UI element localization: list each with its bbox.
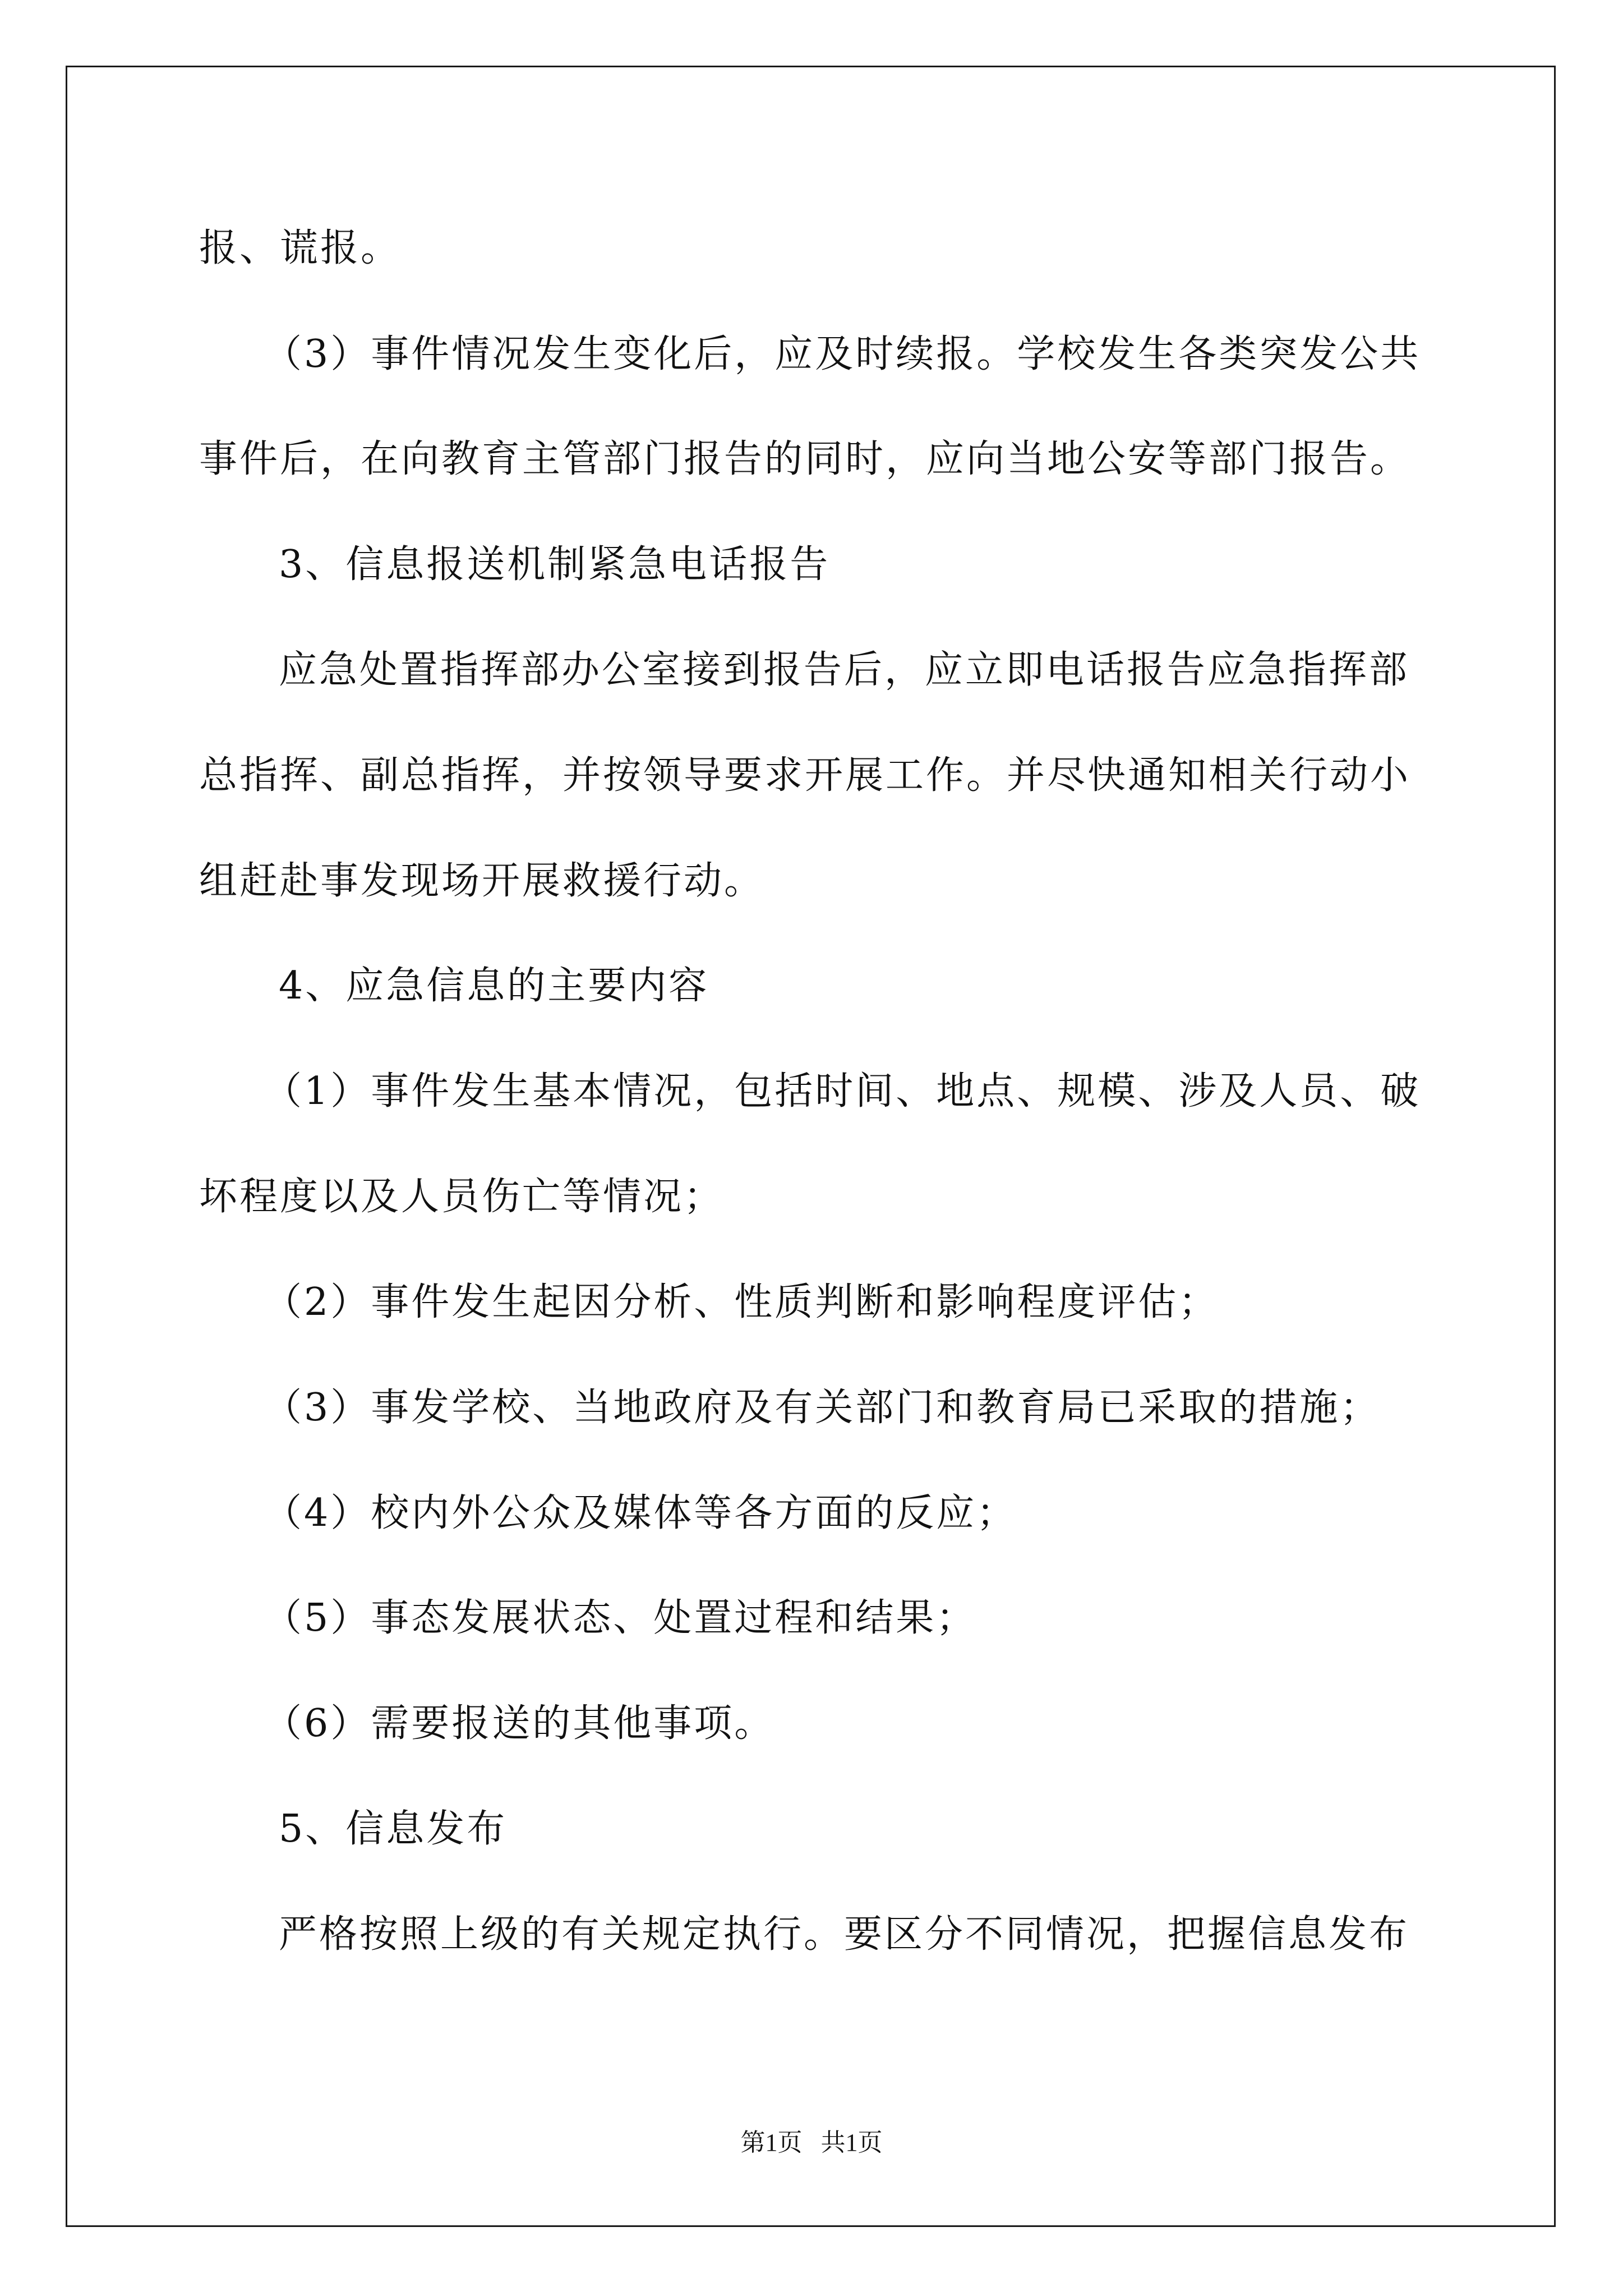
text-line-4: 3、信息报送机制紧急电话报告 xyxy=(279,542,831,587)
text-line-13: （4）校内外公众及媒体等各方面的反应； xyxy=(264,1491,1017,1535)
text-line-11: （2）事件发生起因分析、性质判断和影响程度评估； xyxy=(264,1280,1219,1324)
text-line-3: 事件后，在向教育主管部门报告的同时，应向当地公安等部门报告。 xyxy=(199,437,1411,481)
text-line-12: （3）事发学校、当地政府及有关部门和教育局已采取的措施； xyxy=(264,1386,1381,1430)
text-line-2: （3）事件情况发生变化后，应及时续报。学校发生各类突发公共 xyxy=(264,332,1421,376)
text-line-5: 应急处置指挥部办公室接到报告后，应立即电话报告应急指挥部 xyxy=(279,648,1410,692)
text-line-10: 坏程度以及人员伤亡等情况； xyxy=(199,1175,725,1219)
text-line-14: （5）事态发展状态、处置过程和结果； xyxy=(264,1596,977,1640)
text-line-8: 4、应急信息的主要内容 xyxy=(279,964,709,1008)
text-line-16: 5、信息发布 xyxy=(279,1807,508,1851)
text-line-9: （1）事件发生基本情况，包括时间、地点、规模、涉及人员、破 xyxy=(264,1069,1421,1114)
text-line-7: 组赶赴事发现场开展救援行动。 xyxy=(199,859,765,903)
text-line-17: 严格按照上级的有关规定执行。要区分不同情况，把握信息发布 xyxy=(279,1912,1410,1957)
page-border xyxy=(66,66,1556,2227)
text-line-1: 报、谎报。 xyxy=(199,226,402,270)
text-line-15: （6）需要报送的其他事项。 xyxy=(264,1701,775,1746)
text-line-6: 总指挥、副总指挥，并按领导要求开展工作。并尽快通知相关行动小 xyxy=(199,753,1411,798)
page-footer: 第1页 共1页 xyxy=(740,2129,883,2156)
